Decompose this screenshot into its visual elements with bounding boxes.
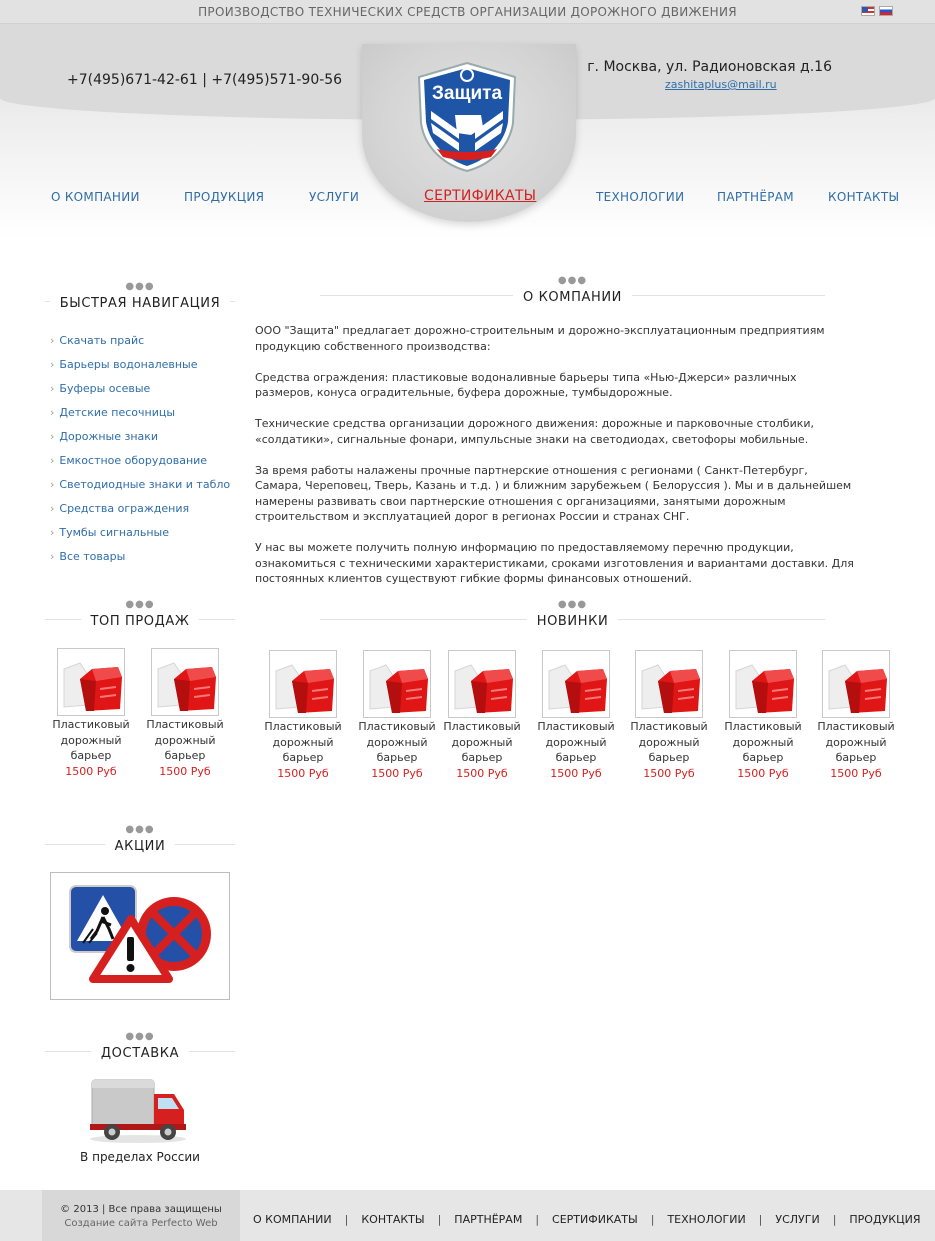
nav-partners[interactable]: ПАРТНЁРАМ <box>717 190 794 204</box>
copyright: © 2013 | Все права защищены <box>60 1204 222 1215</box>
product-card[interactable] <box>724 650 802 781</box>
product-thumbnail[interactable] <box>57 648 125 716</box>
footer-copyright-block <box>42 1190 240 1241</box>
product-card[interactable] <box>52 648 130 779</box>
nav-technologies[interactable]: ТЕХНОЛОГИИ <box>596 190 685 204</box>
product-name[interactable]: Пластиковый дорожный барьер <box>537 720 615 764</box>
about-paragraph: Средства ограждения: пластиковые водоналивные барьеры типа «Нью-Джерси» различных размеров, конуса оградительные, буфера дорожные, тумбыдорожные. <box>255 370 797 399</box>
product-price: 1500 Руб <box>737 766 789 780</box>
product-price: 1500 Руб <box>456 766 508 780</box>
footer-separator: | <box>832 1213 837 1226</box>
product-price: 1500 Руб <box>371 766 423 780</box>
product-thumbnail[interactable] <box>729 650 797 718</box>
promo-title: АКЦИИ <box>105 839 176 854</box>
product-price: 1500 Руб <box>159 764 211 778</box>
barrier-image <box>449 651 516 718</box>
product-thumbnail[interactable] <box>822 650 890 718</box>
main-nav <box>0 180 935 220</box>
delivery-heading <box>45 1032 235 1060</box>
product-card[interactable] <box>817 650 895 781</box>
nav-products[interactable]: ПРОДУКЦИЯ <box>184 190 265 204</box>
product-name[interactable]: Пластиковый дорожный барьер <box>358 720 436 764</box>
about-paragraph: Технические средства организации дорожного движения: дорожные и парковочные столбики, «солдатики», сигнальные фонари, импульсные знаки на светодиодах, светофоры мобильные. <box>255 417 815 446</box>
dots-decor-icon: ●●● <box>557 599 588 610</box>
about-paragraph: За время работы налажены прочные партнерские отношения с регионами ( Санкт-Петербург, Самара, Череповец, Тверь, Казань и т.д. ) и ближним зарубежьем ( Белоруссия ). Мы и в дальнейшем намерены развивать свои партнерские отношения с организациями, занятыми дорожным строительством и эксплуатацией дорог в регионах России и странах СНГ. <box>255 463 852 523</box>
product-price: 1500 Руб <box>643 766 695 780</box>
quick-nav-item[interactable]: › Буферы осевые <box>50 382 250 406</box>
footer-link-products[interactable]: ПРОДУКЦИЯ <box>849 1213 921 1226</box>
about-heading <box>320 276 825 304</box>
product-name[interactable]: Пластиковый дорожный барьер <box>724 720 802 764</box>
barrier-image <box>270 651 337 718</box>
quick-nav-item[interactable]: › Емкостное оборудование <box>50 454 250 478</box>
road-signs-image <box>51 873 229 999</box>
product-card[interactable] <box>358 650 436 781</box>
quick-nav-heading <box>45 282 235 310</box>
barrier-image <box>543 651 610 718</box>
product-name[interactable]: Пластиковый дорожный барьер <box>630 720 708 764</box>
nav-certificates[interactable]: СЕРТИФИКАТЫ <box>424 188 537 204</box>
about-paragraph: У нас вы можете получить полную информацию по предоставляемому перечню продукции, ознакомиться с техническими характеристиками, сроками изготовления и вариантами доставки. Для постоянных клиентов существуют гибкие формы финансовых отношений. <box>255 541 854 585</box>
top-sales-title: ТОП ПРОДАЖ <box>81 614 200 629</box>
dots-decor-icon: ●●● <box>125 1031 155 1042</box>
product-card[interactable] <box>146 648 224 779</box>
header-address: г. Москва, ул. Радионовская д.16 <box>587 59 832 75</box>
quick-nav-item[interactable]: › Детские песочницы <box>50 406 250 430</box>
quick-nav-title: БЫСТРАЯ НАВИГАЦИЯ <box>50 296 231 311</box>
quick-nav <box>50 334 250 574</box>
product-name[interactable]: Пластиковый дорожный барьер <box>817 720 895 764</box>
quick-nav-item[interactable]: › Тумбы сигнальные <box>50 526 250 550</box>
nav-about[interactable]: О КОМПАНИИ <box>51 190 140 204</box>
flag-en-icon[interactable] <box>861 6 875 16</box>
product-card[interactable] <box>443 650 521 781</box>
new-products-title: НОВИНКИ <box>527 614 619 629</box>
barrier-image <box>636 651 703 718</box>
footer-separator: | <box>437 1213 442 1226</box>
product-thumbnail[interactable] <box>448 650 516 718</box>
barrier-image <box>364 651 431 718</box>
dots-decor-icon: ●●● <box>557 275 588 286</box>
footer-separator: | <box>344 1213 349 1226</box>
footer-link-technologies[interactable]: ТЕХНОЛОГИИ <box>667 1213 746 1226</box>
quick-nav-item[interactable]: › Дорожные знаки <box>50 430 250 454</box>
product-card[interactable] <box>630 650 708 781</box>
dots-decor-icon: ●●● <box>125 824 155 835</box>
site-credit[interactable]: Создание сайта Perfecto Web <box>64 1218 218 1229</box>
about-text <box>255 323 855 602</box>
product-thumbnail[interactable] <box>363 650 431 718</box>
header-phones: +7(495)671-42-61 | +7(495)571-90-56 <box>67 72 343 88</box>
product-name[interactable]: Пластиковый дорожный барьер <box>146 718 224 762</box>
barrier-image <box>823 651 890 718</box>
product-thumbnail[interactable] <box>151 648 219 716</box>
quick-nav-item[interactable]: › Светодиодные знаки и табло <box>50 478 250 502</box>
about-title: О КОМПАНИИ <box>513 290 632 305</box>
product-price: 1500 Руб <box>550 766 602 780</box>
product-name[interactable]: Пластиковый дорожный барьер <box>443 720 521 764</box>
delivery-text: В пределах России <box>80 1150 200 1164</box>
site-header <box>0 24 935 244</box>
header-email-link[interactable]: zashitaplus@mail.ru <box>665 78 777 91</box>
footer-link-about[interactable]: О КОМПАНИИ <box>253 1213 332 1226</box>
product-card[interactable] <box>264 650 342 781</box>
logo-text: Защита <box>431 83 503 104</box>
footer-link-services[interactable]: УСЛУГИ <box>775 1213 820 1226</box>
flag-ru-icon[interactable] <box>879 6 893 16</box>
site-footer <box>0 1190 935 1241</box>
product-name[interactable]: Пластиковый дорожный барьер <box>264 720 342 764</box>
barrier-image <box>152 649 219 716</box>
quick-nav-item[interactable]: › Барьеры водоналевные <box>50 358 250 382</box>
product-thumbnail[interactable] <box>269 650 337 718</box>
quick-nav-item[interactable]: › Скачать прайс <box>50 334 250 358</box>
delivery-title: ДОСТАВКА <box>91 1046 189 1061</box>
about-paragraph: ООО "Защита" предлагает дорожно-строительным и дорожно-эксплуатационным предприятиям продукцию собственного производства: <box>255 324 825 353</box>
site-slogan: ПРОИЗВОДСТВО ТЕХНИЧЕСКИХ СРЕДСТВ ОРГАНИЗАЦИИ ДОРОЖНОГО ДВИЖЕНИЯ <box>198 5 737 19</box>
dots-decor-icon: ●●● <box>125 599 155 610</box>
footer-link-partners[interactable]: ПАРТНЁРАМ <box>454 1213 523 1226</box>
product-card[interactable] <box>537 650 615 781</box>
quick-nav-item[interactable]: › Все товары <box>50 550 250 574</box>
delivery-truck-icon <box>86 1076 190 1144</box>
product-price: 1500 Руб <box>830 766 882 780</box>
nav-contacts[interactable]: КОНТАКТЫ <box>828 190 900 204</box>
footer-separator: | <box>758 1213 763 1226</box>
footer-nav <box>253 1213 921 1226</box>
nav-services[interactable]: УСЛУГИ <box>309 190 360 204</box>
product-thumbnail[interactable] <box>635 650 703 718</box>
barrier-image <box>730 651 797 718</box>
footer-separator: | <box>650 1213 655 1226</box>
promo-banner[interactable] <box>50 872 230 1000</box>
footer-separator: | <box>535 1213 540 1226</box>
new-products-heading <box>320 600 825 628</box>
top-bar <box>0 0 935 24</box>
site-logo[interactable] <box>413 61 521 173</box>
dots-decor-icon: ●●● <box>125 281 155 292</box>
footer-link-certificates[interactable]: СЕРТИФИКАТЫ <box>552 1213 638 1226</box>
product-name[interactable]: Пластиковый дорожный барьер <box>52 718 130 762</box>
product-price: 1500 Руб <box>65 764 117 778</box>
product-price: 1500 Руб <box>277 766 329 780</box>
footer-link-contacts[interactable]: КОНТАКТЫ <box>361 1213 425 1226</box>
product-thumbnail[interactable] <box>542 650 610 718</box>
barrier-image <box>58 649 125 716</box>
top-sales-heading <box>45 600 235 628</box>
language-switcher <box>861 6 893 16</box>
promo-heading <box>45 825 235 853</box>
quick-nav-item[interactable]: › Средства ограждения <box>50 502 250 526</box>
